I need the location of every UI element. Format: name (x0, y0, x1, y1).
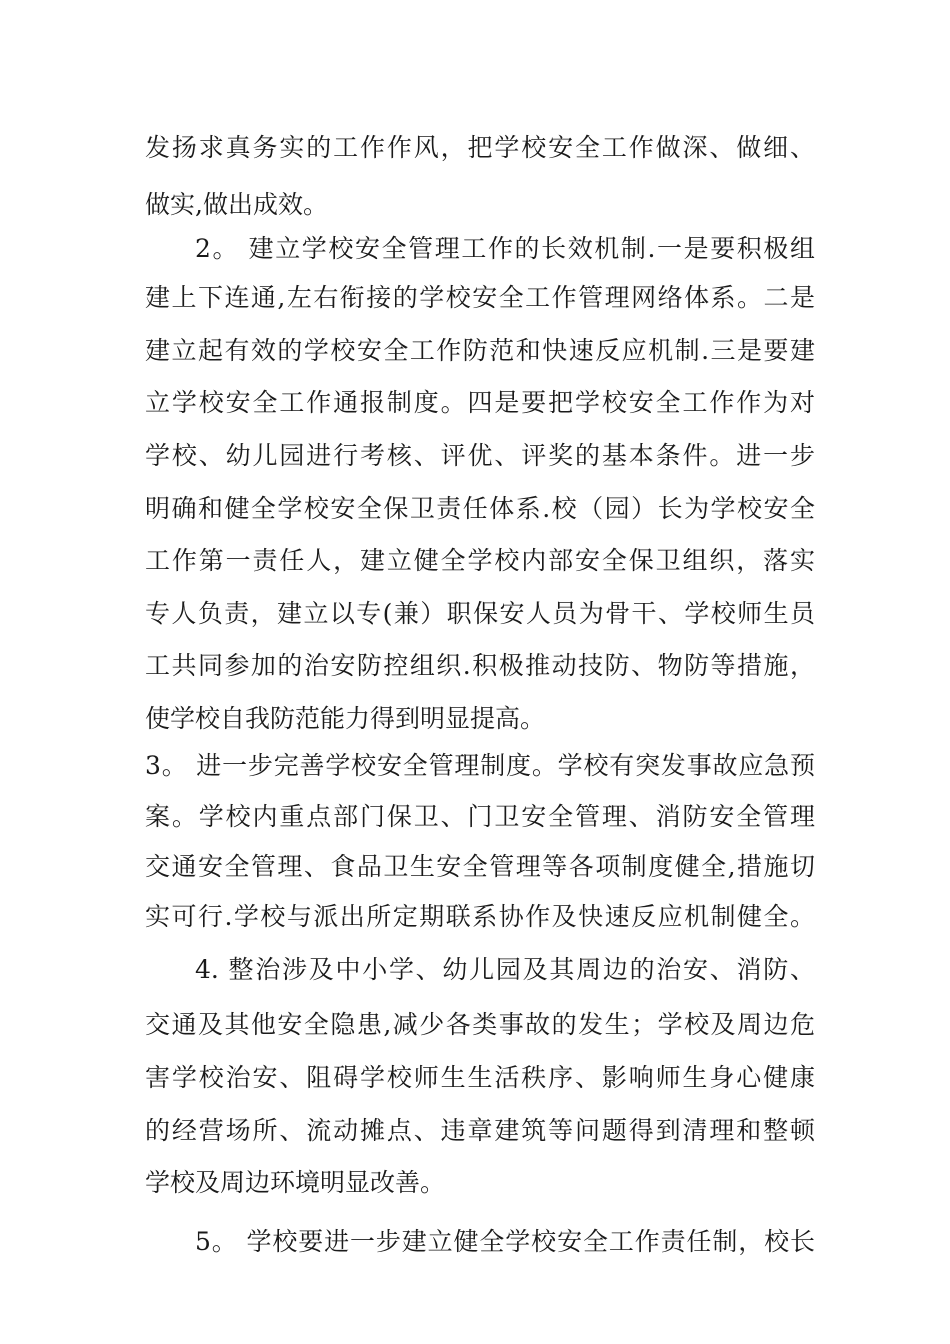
text-line-19: 害学校治安、阻碍学校师生生活秩序、影响师生身心健康 (145, 1063, 815, 1092)
text-line-21: 学校及周边环境明显改善。 (145, 1168, 446, 1197)
text-line-20: 的经营场所、流动摊点、违章建筑等问题得到清理和整顿 (145, 1116, 815, 1145)
text-line-6: 立学校安全工作通报制度。四是要把学校安全工作作为对 (145, 388, 815, 417)
text-line-11: 工共同参加的治安防控组织.积极推动技防、物防等措施， (145, 651, 815, 680)
text-line-5: 建立起有效的学校安全工作防范和快速反应机制.三是要建 (145, 336, 815, 365)
text-line-10: 专人负责，建立以专(兼）职保安人员为骨干、学校师生员 (145, 599, 815, 628)
text-line-9: 工作第一责任人，建立健全学校内部安全保卫组织，落实 (145, 546, 815, 575)
text-line-3: 2。 建立学校安全管理工作的长效机制.一是要积极组 (195, 234, 815, 263)
text-line-8: 明确和健全学校安全保卫责任体系.校（园）长为学校安全 (145, 494, 815, 523)
text-line-14: 案。学校内重点部门保卫、门卫安全管理、消防安全管理 (145, 802, 815, 831)
text-line-12: 使学校自我防范能力得到明显提高。 (145, 704, 546, 733)
text-line-15: 交通安全管理、食品卫生安全管理等各项制度健全,措施切 (145, 852, 815, 881)
text-line-13: 3。 进一步完善学校安全管理制度。学校有突发事故应急预 (145, 751, 815, 780)
text-line-7: 学校、幼儿园进行考核、评优、评奖的基本条件。进一步 (145, 441, 815, 470)
text-line-4: 建上下连通,左右衔接的学校安全工作管理网络体系。二是 (145, 283, 815, 312)
text-line-2: 做实,做出成效。 (145, 190, 328, 219)
text-line-18: 交通及其他安全隐患,减少各类事故的发生；学校及周边危 (145, 1010, 815, 1039)
text-line-16: 实可行.学校与派出所定期联系协作及快速反应机制健全。 (145, 902, 815, 931)
text-line-1: 发扬求真务实的工作作风，把学校安全工作做深、做细、 (145, 133, 815, 162)
text-line-22: 5。 学校要进一步建立健全学校安全工作责任制，校长 (195, 1227, 815, 1256)
text-line-17: 4. 整治涉及中小学、幼儿园及其周边的治安、消防、 (195, 955, 815, 984)
